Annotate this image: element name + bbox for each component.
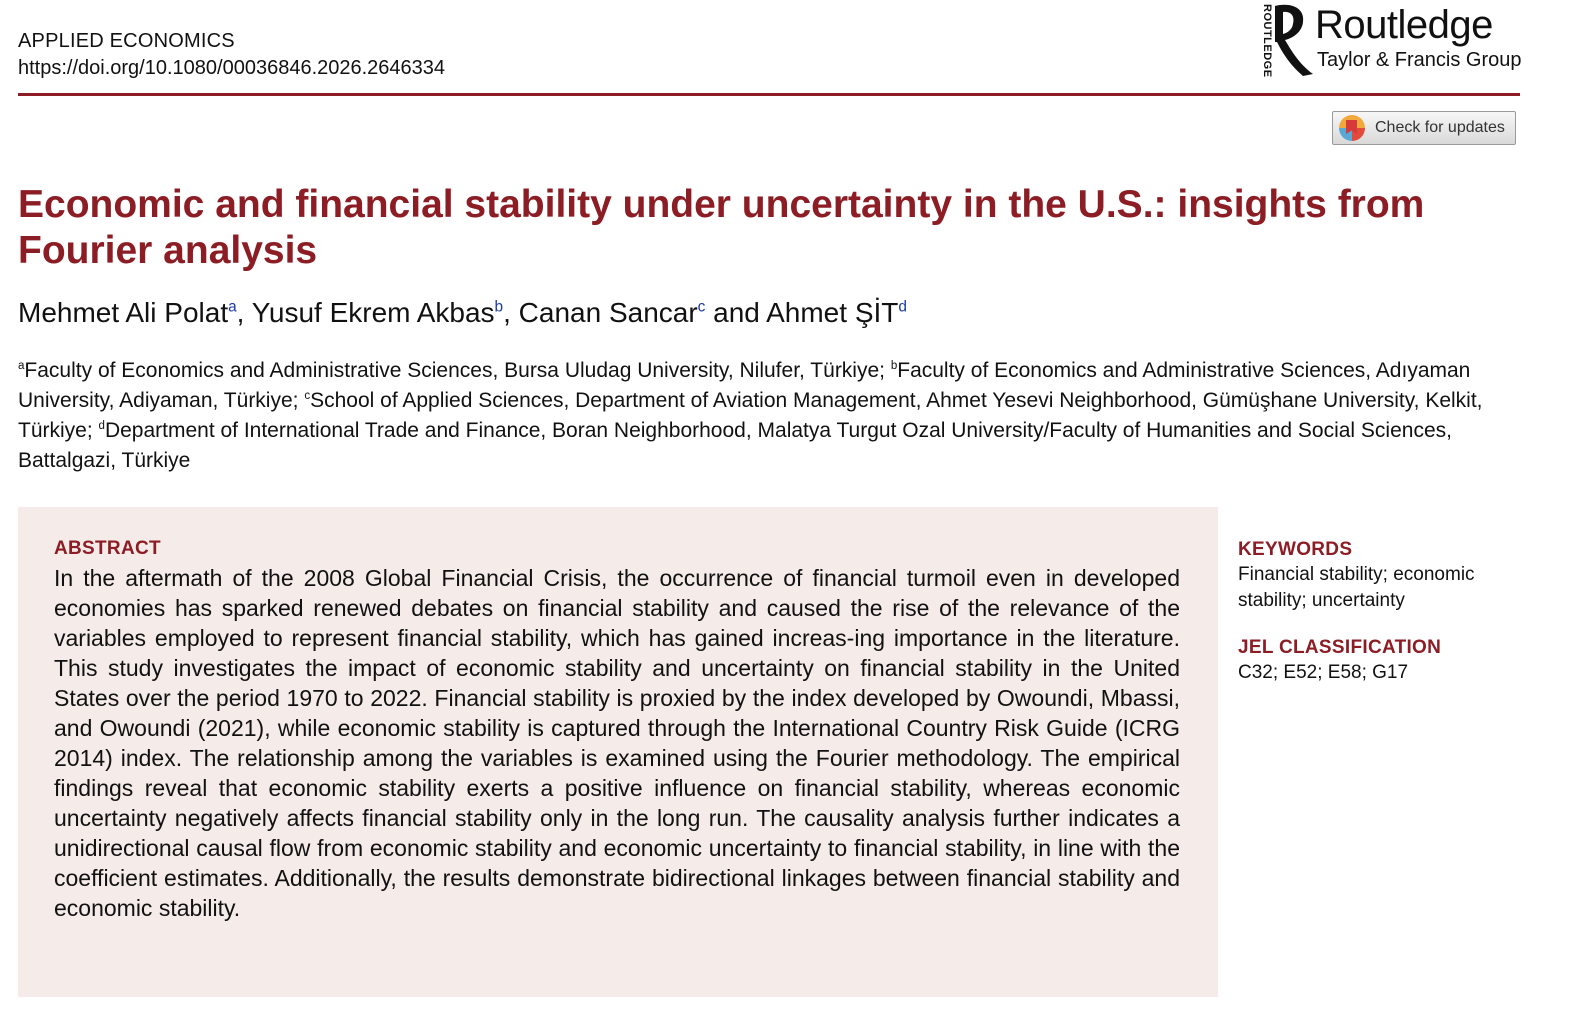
doi-link[interactable]: https://doi.org/10.1080/00036846.2026.2646334 <box>18 57 446 79</box>
keywords-panel <box>1238 538 1528 686</box>
author-separator: , <box>236 297 252 328</box>
logo-group: Taylor & Francis Group <box>1317 49 1522 71</box>
journal-name: APPLIED ECONOMICS <box>18 30 235 52</box>
publisher-logo[interactable] <box>1253 2 1523 78</box>
author-list <box>18 296 907 330</box>
check-for-updates-label: Check for updates <box>1375 119 1505 136</box>
affiliation-text: Faculty of Economics and Administrative Sciences, Adıyaman University, Adiyaman, Türkiye; <box>18 359 1471 412</box>
abstract-text: In the aftermath of the 2008 Global Financial Crisis, the occurrence of financial turmoil even in developed economies has sparked renewed debates on financial stability and caused the rise of the relevance of the variables employed to represent financial stability, which has gained increas-ing importance in the literature. This study investigates the impact of economic stability and uncertainty on financial stability in the United States over the period 1970 to 2022. Financial stability is proxied by the index developed by Owoundi, Mbassi, and Owoundi (2021), while economic stability is captured through the International Country Risk Guide (ICRG 2014) index. The relationship among the variables is examined using the Fourier methodology. The empirical findings reveal that economic stability exerts a positive influence on financial stability, whereas economic uncertainty negatively affects financial stability only in the long run. The causality analysis further indicates a unidirectional causal flow from economic stability and economic uncertainty to financial stability, in line with the coefficient estimates. Additionally, the results demonstrate bidirectional linkages between financial stability and economic stability. <box>54 565 1180 921</box>
abstract-heading: ABSTRACT <box>54 538 161 559</box>
logo-vertical-text: ROUTLEDGE <box>1261 4 1273 78</box>
abstract-box <box>18 507 1218 997</box>
affiliation-mark[interactable]: c <box>697 298 706 316</box>
jel-text: C32; E52; E58; G17 <box>1238 662 1409 683</box>
journal-header <box>18 28 445 82</box>
keywords-heading: KEYWORDS <box>1238 539 1353 560</box>
author-name[interactable]: Canan Sancar <box>518 297 698 328</box>
author-separator: and <box>705 297 767 328</box>
author-separator: , <box>503 297 519 328</box>
keywords-text: Financial stability; economic stability; uncertainty <box>1238 564 1475 611</box>
author-name[interactable]: Mehmet Ali Polat <box>18 297 229 328</box>
header-divider <box>18 93 1520 96</box>
affiliations <box>18 356 1520 476</box>
affiliation-mark: a <box>18 360 25 372</box>
affiliation-text: Faculty of Economics and Administrative Sciences, Bursa Uludag University, Nilufer, Türkiye; <box>24 359 891 382</box>
affiliation-mark: d <box>98 420 105 432</box>
affiliation-mark[interactable]: d <box>898 298 907 316</box>
affiliation-mark: c <box>304 390 311 402</box>
affiliation-mark: b <box>890 360 898 372</box>
logo-brand: Routledge <box>1315 3 1493 47</box>
affiliation-text: Department of International Trade and Finance, Boran Neighborhood, Malatya Turgut Ozal University/Faculty of Humanities and Social Sciences, Battalgazi, Türkiye <box>18 419 1452 472</box>
routledge-mark-icon <box>1269 2 1315 78</box>
affiliation-text: School of Applied Sciences, Department of Aviation Management, Ahmet Yesevi Neighborhood, Gümüşhane University, Kelkit, Türkiye; <box>18 389 1483 442</box>
article-title: Economic and financial stability under uncertainty in the U.S.: insights from Fourier analysis <box>18 183 1425 272</box>
check-for-updates-button[interactable] <box>1332 111 1516 145</box>
jel-heading: JEL CLASSIFICATION <box>1238 637 1442 658</box>
author-name[interactable]: Ahmet ŞİT <box>766 297 899 328</box>
author-name[interactable]: Yusuf Ekrem Akbas <box>251 297 495 328</box>
affiliation-mark[interactable]: a <box>228 298 237 316</box>
affiliation-mark[interactable]: b <box>494 298 504 316</box>
crossmark-icon <box>1339 115 1365 141</box>
